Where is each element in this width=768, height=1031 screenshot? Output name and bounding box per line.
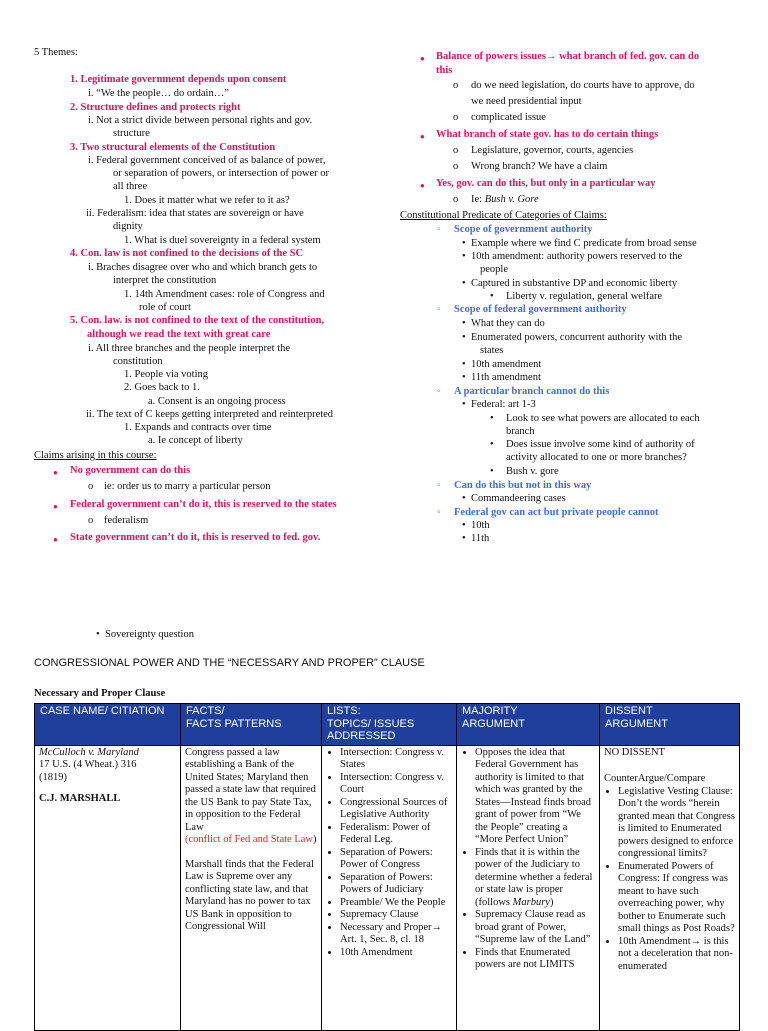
circle-icon: ◦ [437,507,441,518]
theme-3-sub-cont: all three [113,181,148,192]
circle-bullet-icon: o [453,194,459,205]
claim-3: State government can’t do it, this is reserved to fed. gov. [70,532,321,543]
list-item: • Legislative Vesting Clause: Don’t the words “herein granted mean that Congress is limited to Enumerated powers designed to enforce congressional limits? [618,786,735,861]
predicate-3: A particular branch cannot do this [454,386,610,397]
dot-icon: • [462,278,466,289]
bullet-icon: ● [420,54,425,63]
right-bullet-1-sub: complicated issue [471,112,546,123]
circle-icon: ◦ [437,304,441,315]
theme-3-sub-sub: 1. Does it matter what we refer to it as? [124,195,290,206]
right-bullet-3-sub: Ie: Bush v. Gore [471,194,539,205]
theme-4-sub: i. Braches disagree over who and which branch gets to [88,262,318,273]
dot-icon: • [462,520,466,531]
theme-4: 4. Con. law is not confined to the decisions of the SC [70,248,304,259]
theme-5-sub-sub: 1. People via voting [124,369,208,380]
right-bullet-2: What branch of state gov. has to do certain things [436,129,659,140]
theme-4-sub-sub-cont: role of court [139,302,191,313]
col-header-lists: LISTS: TOPICS/ ISSUES ADDRESSED [322,704,457,746]
facts-cell: Congress passed a law establishing a Bank of the United States; Maryland then passed a state law that required the US Bank to pay State Tax, in opposition to the Federal Law (conflict of Fed and State Law) Marshall finds that the Federal Law is Supreme over any conflicting state law, and that Maryland has no power to tax US Bank in opposition to Congressional Will [181,745,322,1030]
predicate-2-item-cont: states [480,345,504,356]
theme-3-sub: i. Federal government conceived of as balance of power, [88,155,326,166]
right-bullet-1: Balance of powers issues→ what branch of fed. gov. can do [436,51,700,62]
list-item: • Federalism: Power of Federal Leg. [340,822,452,847]
bullet-icon: ● [420,132,425,141]
dot-icon: • [462,251,466,262]
list-item: • Enumerated Powers of Congress: If congress was meant to have such overreaching power, why bother to Enumerate such small things as Post Roads? [618,861,735,936]
circle-bullet-icon: o [88,481,94,492]
right-bullet-1-cont: this [436,65,453,76]
no-dissent: NO DISSENT [604,746,665,758]
table-row [35,745,740,1030]
list-item: • Finds that Enumerated powers are not LIMITS [475,947,595,972]
circle-icon: ◦ [437,480,441,491]
claim-2: Federal government can’t do it, this is reserved to the states [70,499,337,510]
list-item: • Congressional Sources of Legislative Authority [340,797,452,822]
predicate-3-sub-item-cont: branch [506,426,535,437]
predicate-2-item: Enumerated powers, concurrent authority with the [471,332,683,343]
theme-5-cont: although we read the text with great care [87,329,271,340]
predicate-1-item: Captured in substantive DP and economic liberty [471,278,678,289]
theme-3-sub-cont: or separation of powers, or intersection of power or [113,168,330,179]
predicate-4-item: Commandeering cases [471,493,566,504]
theme-1-sub: i. “We the people… do ordain…” [88,88,229,99]
table-header-row [35,704,740,746]
theme-4-sub-sub: 1. 14th Amendment cases: role of Congress and [124,289,325,300]
list-item: • Separation of Powers: Powers of Judiciary [340,872,452,897]
theme-4-sub-cont: interpret the constitution [113,275,217,286]
congressional-power-heading: CONGRESSIONAL POWER AND THE “NECESSARY AND PROPER” CLAUSE [34,657,425,669]
predicate-4: Can do this but not in this way [454,480,592,491]
predicate-heading: Constitutional Predicate of Categories of Claims: [400,210,607,221]
col-header-majority: MAJORITY ARGUMENT [457,704,600,746]
circle-bullet-icon: o [453,112,459,123]
col-header-facts: FACTS/ FACTS PATTERNS [181,704,322,746]
dissent-list [604,786,735,974]
case-cell [35,745,181,1030]
majority-cell [457,745,600,1030]
theme-5: 5. Con. law. is not confined to the text of the constitution, [70,315,325,326]
list-item: • Finds that it is within the power of the Judiciary to determine whether a federal or state law is proper (follows Marbury) [475,847,595,910]
predicate-3-sub-item-cont: activity allocated to one or more branches? [506,452,687,463]
predicate-2-item: What they can do [471,318,545,329]
dissent-cell [600,745,740,1030]
predicate-3-item: Federal: art 1-3 [471,399,536,410]
list-item: • Opposes the idea that Federal Government has authority is limited to that which was granted by the States—Instead finds broad grant of power from “We the People” creating a “More Perfect Union” [475,747,595,847]
case-citation: 17 U.S. (4 Wheat.) 316 [39,759,137,770]
facts-text: Congress passed a law establishing a Bank of the United States; Maryland then passed a state law that required the US Bank to pay State Tax, in opposition to the Federal Law [185,746,316,833]
list-item: • Supremacy Clause read as broad grant of Power, “Supreme law of the Land” [475,909,595,947]
dot-icon: • [462,332,466,343]
theme-3-sub-ii-cont: dignity [113,221,143,232]
dot-icon: • [490,413,494,424]
theme-2-sub: i. Not a strict divide between personal rights and gov. [88,115,313,126]
case-citation-year: (1819) [39,771,67,783]
theme-5-sub-sub: 2. Goes back to 1. [124,382,200,393]
theme-3: 3. Two structural elements of the Constitution [70,142,276,153]
dot-icon: • [462,318,466,329]
theme-5-sub-ii-sub: 1. Expands and contracts over time [124,422,272,433]
list-item: • Preamble/ We the People [340,897,452,910]
predicate-5-item: 11th [471,533,490,544]
sovereignty-question: Sovereignty question [105,629,194,640]
dot-icon: • [462,533,466,544]
predicate-1-item-cont: people [480,264,508,275]
predicate-5: Federal gov can act but private people cannot [454,507,659,518]
bullet-icon: ● [53,535,58,544]
circle-bullet-icon: o [453,80,459,91]
right-bullet-2-sub: Legislature, governor, courts, agencies [471,145,634,156]
case-table [34,703,740,1031]
list-item: • Intersection: Congress v. Court [340,772,452,797]
predicate-2-item: 11th amendment [471,372,541,383]
circle-bullet-icon: o [453,161,459,172]
list-item: • Intersection: Congress v. States [340,747,452,772]
dot-icon: • [462,493,466,504]
predicate-1-sub-item: Liberty v. regulation, general welfare [506,291,663,302]
right-bullet-2-sub: Wrong branch? We have a claim [471,161,608,172]
claim-1: No government can do this [70,465,191,476]
counter-argue: CounterArgue/Compare [604,773,706,784]
theme-5-sub: i. All three branches and the people interpret the [88,343,291,354]
list-item: • Supremacy Clause [340,909,452,922]
predicate-3-sub-item: Look to see what powers are allocated to each [506,413,700,424]
issues-list [326,747,452,960]
necessary-proper-heading: Necessary and Proper Clause [34,688,166,699]
claims-heading: Claims arising in this course: [34,450,157,461]
themes-heading: 5 Themes: [34,47,78,58]
theme-2-sub-cont: structure [113,128,150,139]
dot-icon: • [462,372,466,383]
claim-2-sub: federalism [104,515,149,526]
issues-cell [322,745,457,1030]
predicate-1: Scope of government authority [454,224,593,235]
theme-5-sub-ii: ii. The text of C keeps getting interpreted and reinterpreted [86,409,334,420]
dot-icon: • [490,291,494,302]
predicate-1-item: Example where we find C predicate from broad sense [471,238,697,249]
predicate-3-sub-item: Bush v. gore [506,466,559,477]
case-name: McCulloch v. Maryland [39,746,139,758]
bullet-icon: ● [53,468,58,477]
predicate-2-item: 10th amendment [471,359,542,370]
dot-icon: • [462,238,466,249]
col-header-case: CASE NAME/ CITIATION [35,704,181,746]
predicate-1-item: 10th amendment: authority powers reserved to the [471,251,683,262]
circle-bullet-icon: o [453,145,459,156]
list-item: • Separation of Powers: Power of Congress [340,847,452,872]
theme-3-sub-ii-sub: 1. What is duel sovereignty in a federal system [124,235,321,246]
theme-5-sub-ii-sub-sub: a. Ie concept of liberty [148,435,243,446]
theme-5-sub-sub-sub: a. Consent is an ongoing process [148,396,286,407]
predicate-2: Scope of federal government authority [454,304,627,315]
theme-5-sub-cont: constitution [113,356,163,367]
dot-icon: • [490,466,494,477]
dot-icon: • [96,629,100,640]
right-bullet-3: Yes, gov. can do this, but only in a particular way [436,178,656,189]
facts-conflict-note: (conflict of Fed and State Law [185,834,313,845]
list-item: • 10th Amendment [340,947,452,960]
dot-icon: • [462,399,466,410]
theme-1: 1. Legitimate government depends upon consent [70,74,287,85]
theme-3-sub-ii: ii. Federalism: idea that states are sovereign or have [86,208,304,219]
dot-icon: • [490,439,494,450]
circle-icon: ◦ [437,224,441,235]
predicate-3-sub-item: Does issue involve some kind of authority of [506,439,695,450]
circle-bullet-icon: o [88,515,94,526]
justice-name: C.J. MARSHALL [39,793,121,804]
bullet-icon: ● [53,502,58,511]
circle-icon: ◦ [437,386,441,397]
dot-icon: • [462,359,466,370]
claim-1-sub: ie: order us to marry a particular person [104,481,271,492]
theme-2: 2. Structure defines and protects right [70,102,241,113]
right-bullet-1-sub: do we need legislation, do courts have to approve, do [471,80,695,91]
list-item: • Necessary and Proper→ Art. 1, Sec. 8, cl. 18 [340,922,452,947]
list-item: • 10th Amendment→ is this not a deceleration that non-enumerated [618,936,735,974]
col-header-dissent: DISSENT ARGUMENT [600,704,740,746]
facts-holding: Marshall finds that the Federal Law is Supreme over any conflicting state law, and that Maryland has no power to tax US Bank in opposition to Congressional Will [185,858,314,932]
predicate-5-item: 10th [471,520,490,531]
right-bullet-1-sub-cont: we need presidential input [471,96,582,107]
bullet-icon: ● [420,181,425,190]
majority-list [461,747,595,972]
